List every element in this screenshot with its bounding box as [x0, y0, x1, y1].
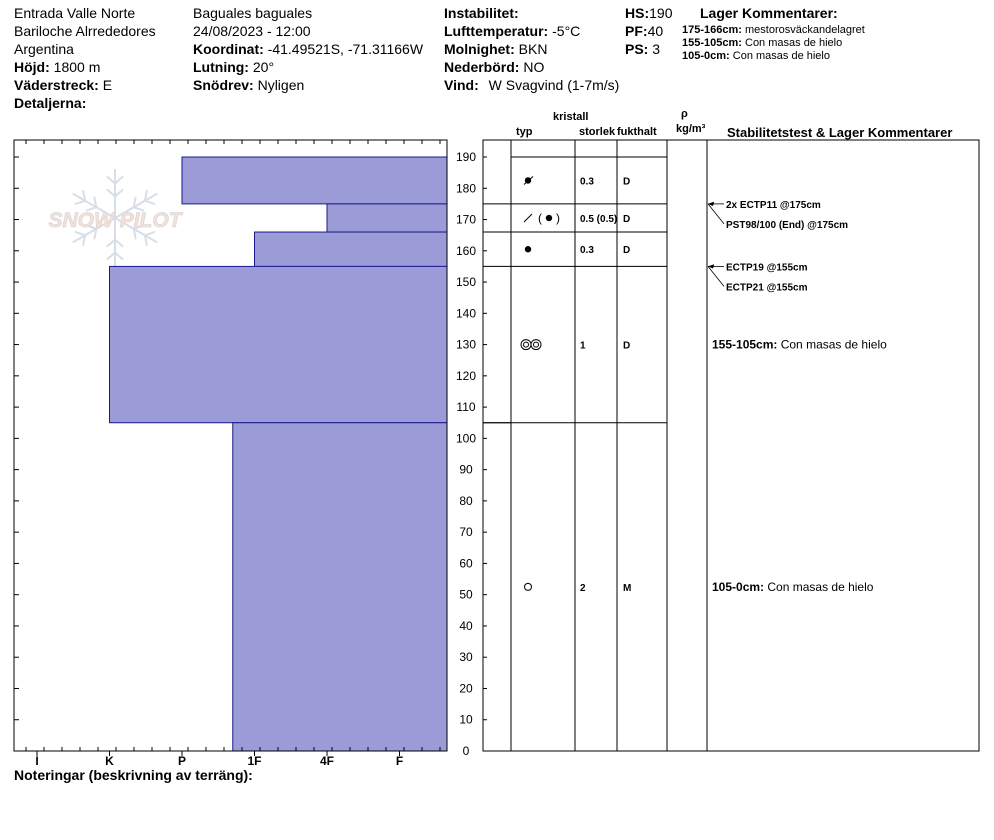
air-temp-value: -5°C	[552, 23, 581, 39]
y-tick-label: 50	[459, 587, 473, 602]
wind-label: Vind:	[444, 77, 479, 93]
precip-label: Nederbörd:	[444, 59, 520, 75]
layer-note-range: 105-0cm:	[712, 579, 768, 594]
moisture-label: D	[623, 340, 631, 352]
hardness-bar	[182, 157, 447, 204]
x-tick-label: F	[395, 754, 404, 768]
snowpilot-logo	[49, 170, 184, 266]
hardness-bar	[110, 266, 448, 422]
flake-branch	[107, 177, 115, 184]
slope-label: Lutning:	[193, 59, 249, 75]
location-line-1: Entrada Valle Norte	[14, 5, 136, 21]
flake-branch	[145, 232, 154, 235]
grain-size-label: 0.3	[580, 176, 594, 188]
grain-melt-icon	[524, 342, 529, 347]
layer-note-text: Con masas de hielo	[780, 337, 887, 352]
wind-loading-label: Snödrev:	[193, 77, 254, 93]
y-tick-label: 180	[455, 181, 477, 196]
type-header: typ	[516, 126, 533, 138]
flake-branch	[107, 190, 115, 197]
observer: Baguales baguales	[193, 5, 313, 21]
flake-branch	[115, 253, 123, 260]
y-tick-label: 140	[455, 306, 477, 321]
grain-size-label: 0.3	[580, 245, 594, 257]
y-tick-label: 170	[455, 212, 477, 227]
y-tick-label: 90	[459, 462, 473, 477]
logo-text: SNOW PILOT	[48, 209, 182, 232]
flake-branch	[145, 201, 154, 204]
grain-melt-freeze-icon	[525, 583, 532, 590]
layer-comment-range: 105-0cm:	[682, 50, 730, 62]
test-arrow	[708, 204, 724, 224]
moisture-label: D	[623, 176, 631, 188]
details-label: Detaljerna:	[14, 95, 87, 111]
instability-label: Instabilitet:	[444, 5, 519, 21]
x-tick-label: 4F	[319, 754, 335, 768]
wind-value: W Svagvind (1-7m/s)	[488, 77, 620, 93]
y-tick-label: 160	[455, 243, 477, 258]
hardness-bar	[255, 232, 448, 266]
y-tick-label: 40	[459, 618, 473, 633]
rho-header: ρ	[681, 108, 688, 120]
moisture-header: fukthalt	[617, 126, 657, 138]
aspect-value: E	[102, 77, 113, 93]
precip-value: NO	[523, 59, 545, 75]
y-tick-label: 130	[455, 337, 477, 352]
flake-branch	[76, 201, 85, 204]
flake-branch	[107, 240, 115, 247]
elevation-value: 1800 m	[53, 59, 101, 75]
grain-paren-close: )	[556, 210, 560, 225]
x-tick-label: P	[177, 754, 187, 768]
flake-branch	[107, 253, 115, 260]
grain-melt-icon	[531, 340, 541, 350]
layer-comments-title: Lager Kommentarer:	[700, 5, 838, 21]
crystal-header: kristall	[553, 111, 589, 123]
layer-note-text: Con masas de hielo	[767, 579, 874, 594]
size-header: storlek	[579, 126, 616, 138]
datetime: 24/08/2023 - 12:00	[193, 23, 311, 39]
y-tick-label: 150	[455, 275, 477, 290]
flake-branch	[76, 232, 85, 235]
moisture-label: M	[623, 582, 632, 594]
wind-loading-value: Nyligen	[257, 77, 305, 93]
location-line-3: Argentina	[14, 41, 74, 57]
layer-comment-text: Con masas de hielo	[732, 50, 830, 62]
layer-note	[712, 338, 887, 352]
y-tick-label: 0	[462, 744, 470, 758]
stability-test-label: ECTP19 @155cm	[726, 262, 808, 274]
sky-value: BKN	[518, 41, 548, 57]
grain-rounded-icon	[546, 215, 552, 221]
layer-comment-range: 175-166cm:	[682, 24, 742, 36]
y-tick-label: 10	[459, 712, 473, 727]
moisture-label: D	[623, 213, 631, 225]
grain-size-label: 0.5 (0.5)	[580, 213, 618, 225]
x-tick-label: I	[35, 754, 39, 768]
layer-comment-range: 155-105cm:	[682, 37, 742, 49]
y-tick-label: 100	[455, 431, 477, 446]
coordinates-value: -41.49521S, -71.31166W	[267, 41, 424, 57]
density-unit-header: kg/m³	[676, 123, 706, 135]
stability-test-label: ECTP21 @155cm	[726, 282, 808, 294]
elevation-label: Höjd:	[14, 59, 50, 75]
sky-label: Molnighet:	[444, 41, 515, 57]
hs-label: HS:	[625, 5, 650, 21]
y-tick-label: 20	[459, 681, 473, 696]
moisture-label: D	[623, 245, 631, 257]
ps-label: PS:	[625, 41, 649, 57]
pf-value: 40	[647, 23, 664, 39]
grain-rounded-icon	[525, 246, 531, 252]
grain-size-label: 1	[580, 340, 586, 352]
y-tick-label: 30	[459, 650, 473, 665]
y-tick-label: 120	[455, 368, 477, 383]
grain-decomposing-icon	[524, 214, 532, 222]
stability-test-label: 2x ECTP11 @175cm	[726, 199, 821, 211]
flake-branch	[115, 240, 123, 247]
pf-label: PF:	[625, 23, 648, 39]
stability-test-label: PST98/100 (End) @175cm	[726, 219, 849, 231]
ps-value: 3	[652, 41, 661, 57]
grain-paren-open: (	[538, 210, 542, 225]
y-tick-label: 60	[459, 556, 473, 571]
layer-comment-text: mestorosväckandelagret	[745, 24, 865, 36]
grain-size-label: 2	[580, 582, 586, 594]
layer-note	[712, 580, 874, 594]
notes-label: Noteringar (beskrivning av terräng):	[14, 767, 253, 783]
slope-value: 20°	[252, 59, 275, 75]
layer-comment-text: Con masas de hielo	[745, 37, 843, 49]
y-tick-label: 70	[459, 525, 473, 540]
air-temp-label: Lufttemperatur:	[444, 23, 549, 39]
aspect-label: Väderstreck:	[14, 77, 99, 93]
grain-melt-icon	[534, 342, 539, 347]
stability-header: Stabilitetstest & Lager Kommentarer	[727, 125, 953, 140]
coordinates-label: Koordinat:	[193, 41, 264, 57]
hardness-bar	[233, 423, 447, 751]
grain-melt-icon	[521, 340, 531, 350]
layer-note-range: 155-105cm:	[712, 337, 781, 352]
flake-branch	[115, 177, 123, 184]
y-tick-label: 190	[455, 150, 477, 164]
hs-value: 190	[649, 5, 673, 21]
hardness-bar	[327, 204, 447, 232]
y-tick-label: 80	[459, 493, 473, 508]
test-arrow	[708, 266, 724, 286]
location-line-2: Bariloche Alrrededores	[14, 23, 156, 39]
flake-branch	[115, 190, 123, 197]
x-tick-label: 1F	[247, 754, 262, 768]
y-tick-label: 110	[456, 400, 476, 415]
x-tick-label: K	[105, 754, 114, 768]
